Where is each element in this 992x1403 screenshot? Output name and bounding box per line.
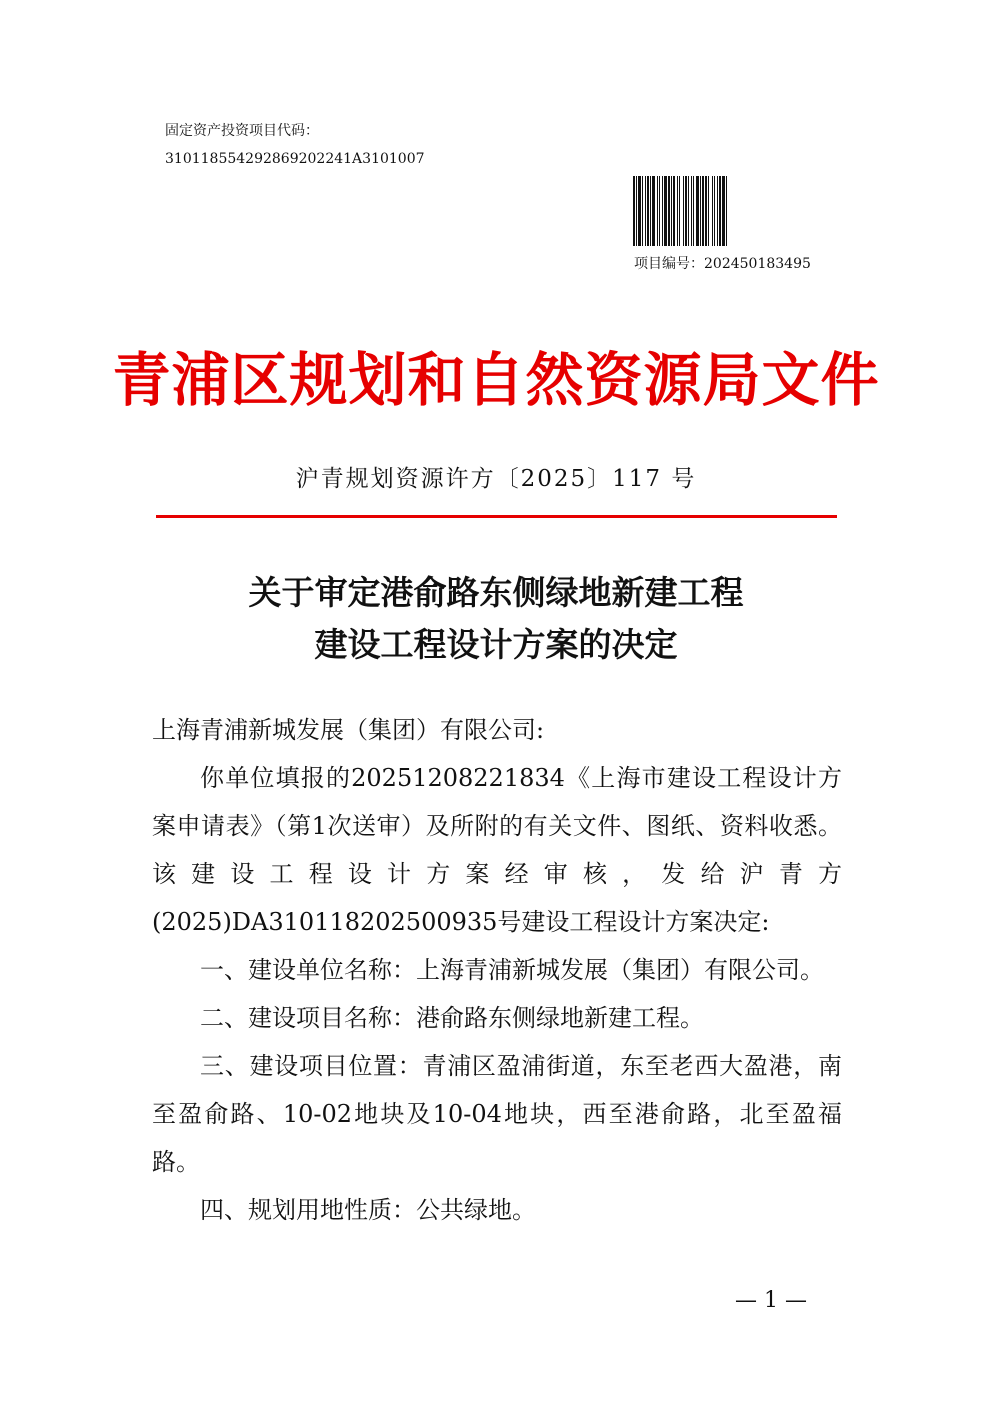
- barcode: [633, 176, 827, 246]
- document-title-line-2: 建设工程设计方案的决定: [314, 625, 678, 664]
- addressee: 上海青浦新城发展（集团）有限公司:: [152, 716, 545, 744]
- red-divider: [156, 515, 837, 518]
- project-code-label: 固定资产投资项目代码：: [165, 123, 319, 139]
- page-number: — 1 —: [735, 1288, 807, 1313]
- item-land-use: 四、规划用地性质：公共绿地。: [200, 1196, 536, 1224]
- item-construction-unit: 一、建设单位名称：上海青浦新城发展（集团）有限公司。: [200, 956, 824, 984]
- issuing-authority-title: 青浦区规划和自然资源局文件: [112, 346, 880, 414]
- project-code-value: 310118554292869202241A3101007: [165, 151, 425, 167]
- item-project-name: 二、建设项目名称：港俞路东侧绿地新建工程。: [200, 1004, 704, 1032]
- document-number: 沪青规划资源许方〔2025〕117 号: [295, 466, 697, 492]
- document-body: [152, 706, 842, 1234]
- document-title: [0, 567, 992, 671]
- document-title-line-1: 关于审定港俞路东侧绿地新建工程: [248, 573, 744, 612]
- body-paragraph: 你单位填报的20251208221834《上海市建设工程设计方案申请表》（第1次送审）及所附的有关文件、图纸、资料收悉。该建设工程设计方案经审核，发给沪青方(2025)DA310118202500935号建设工程设计方案决定:: [152, 764, 842, 936]
- item-project-location: 三、建设项目位置：青浦区盈浦街道，东至老西大盈港，南至盈俞路、10-02地块及10-04地块，西至港俞路，北至盈福路。: [152, 1052, 842, 1176]
- project-number: 项目编号：202450183495: [634, 256, 811, 272]
